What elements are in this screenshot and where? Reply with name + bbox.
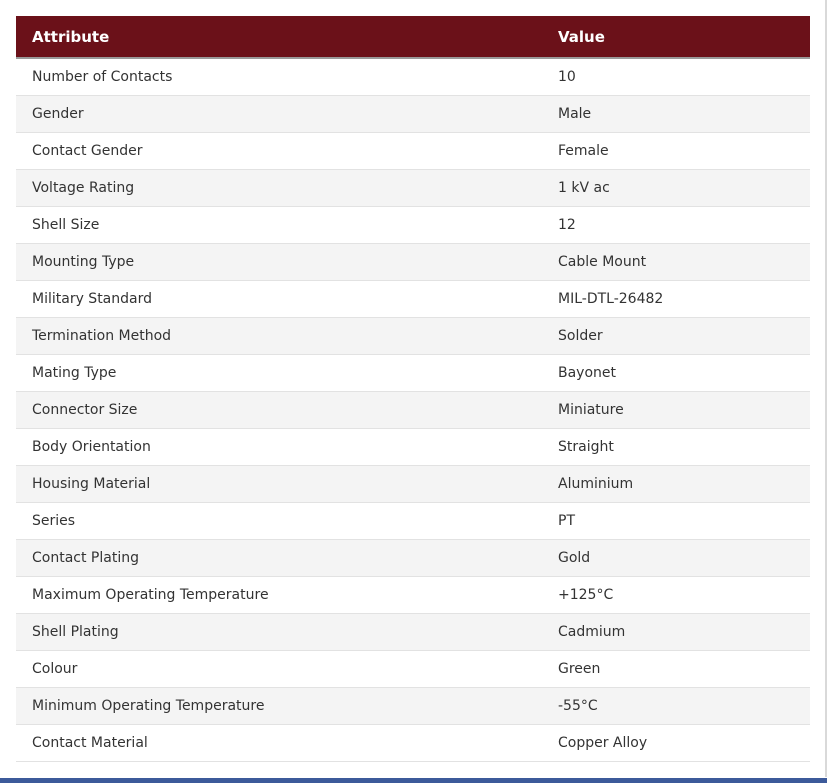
value-cell: Bayonet (542, 355, 810, 392)
table-row (16, 318, 810, 355)
attribute-cell: Contact Plating (16, 540, 542, 577)
table-row (16, 392, 810, 429)
value-cell: Gold (542, 540, 810, 577)
attribute-cell: Contact Material (16, 725, 542, 762)
value-cell: Male (542, 96, 810, 133)
attribute-cell: Contact Gender (16, 133, 542, 170)
attribute-cell: Mounting Type (16, 244, 542, 281)
value-cell: -55°C (542, 688, 810, 725)
attribute-cell: Termination Method (16, 318, 542, 355)
value-cell: Aluminium (542, 466, 810, 503)
value-cell: Copper Alloy (542, 725, 810, 762)
attribute-column-header: Attribute (16, 16, 542, 58)
table-row (16, 133, 810, 170)
table-row (16, 96, 810, 133)
value-cell: 1 kV ac (542, 170, 810, 207)
table-row (16, 503, 810, 540)
attribute-cell: Connector Size (16, 392, 542, 429)
specifications-table (16, 16, 810, 762)
table-row (16, 429, 810, 466)
table-row (16, 540, 810, 577)
value-cell: Straight (542, 429, 810, 466)
attribute-cell: Colour (16, 651, 542, 688)
table-row (16, 614, 810, 651)
attribute-cell: Housing Material (16, 466, 542, 503)
attribute-cell: Voltage Rating (16, 170, 542, 207)
table-row (16, 58, 810, 96)
value-cell: Miniature (542, 392, 810, 429)
table-row (16, 355, 810, 392)
table-header-row (16, 16, 810, 58)
table-row (16, 281, 810, 318)
attribute-cell: Maximum Operating Temperature (16, 577, 542, 614)
value-cell: PT (542, 503, 810, 540)
table-row (16, 651, 810, 688)
attribute-cell: Shell Plating (16, 614, 542, 651)
value-cell: 10 (542, 58, 810, 96)
table-row (16, 577, 810, 614)
value-cell: +125°C (542, 577, 810, 614)
table-row (16, 466, 810, 503)
table-body (16, 58, 810, 762)
table-row (16, 207, 810, 244)
value-cell: MIL-DTL-26482 (542, 281, 810, 318)
table-row (16, 725, 810, 762)
table-row (16, 244, 810, 281)
value-column-header: Value (542, 16, 810, 58)
attribute-cell: Number of Contacts (16, 58, 542, 96)
attribute-cell: Mating Type (16, 355, 542, 392)
table-row (16, 170, 810, 207)
attribute-cell: Series (16, 503, 542, 540)
table-row (16, 688, 810, 725)
value-cell: Cadmium (542, 614, 810, 651)
table-header (16, 16, 810, 58)
attribute-cell: Military Standard (16, 281, 542, 318)
attribute-cell: Shell Size (16, 207, 542, 244)
attribute-cell: Body Orientation (16, 429, 542, 466)
value-cell: Female (542, 133, 810, 170)
value-cell: Solder (542, 318, 810, 355)
value-cell: 12 (542, 207, 810, 244)
attribute-cell: Minimum Operating Temperature (16, 688, 542, 725)
bottom-bar (0, 778, 827, 783)
attribute-cell: Gender (16, 96, 542, 133)
value-cell: Green (542, 651, 810, 688)
value-cell: Cable Mount (542, 244, 810, 281)
